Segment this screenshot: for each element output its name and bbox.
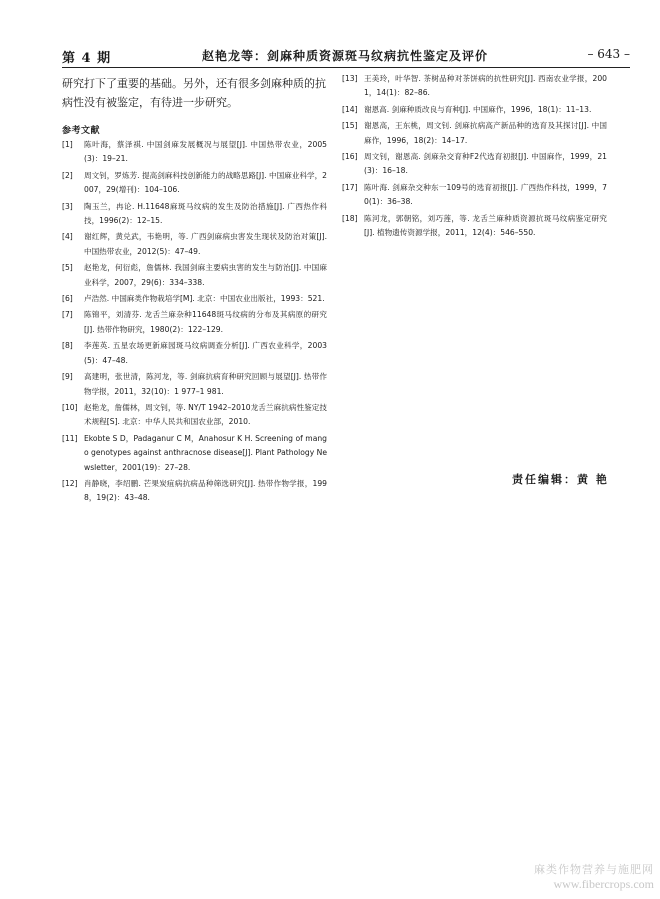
reference-item <box>62 432 327 475</box>
reference-item <box>62 401 327 430</box>
editor-name: 黄 艳 <box>577 473 609 486</box>
reference-number: [11] <box>62 433 78 443</box>
references-heading: 参考文献 <box>62 126 101 136</box>
intro-text: 研究打下了重要的基础。另外，还有很多剑麻种质的抗病性没有被鉴定，有待进一步研究。 <box>62 77 326 109</box>
reference-number: [2] <box>62 170 73 180</box>
reference-number: [13] <box>342 74 358 83</box>
reference-number: [17] <box>342 182 358 192</box>
reference-text: 肖静晓，李绍鹏. 芒果炭疽病抗病品种筛选研究[J]. 热带作物学报，1998，19(2)：43–48. <box>84 478 327 503</box>
reference-item <box>62 200 327 229</box>
reference-number: [18] <box>342 213 358 223</box>
reference-number: [8] <box>62 341 73 351</box>
reference-text: 高建明，张世清，陈河龙，等. 剑麻抗病育种研究回顾与展望[J]. 热带作物学报，2011，32(10)：1 977–1 981. <box>84 372 327 396</box>
reference-text: 李莲英. 五星农场更新麻园斑马纹病调查分析[J]. 广西农业科学，2003(5)：47–48. <box>84 341 327 365</box>
references-column-left <box>62 138 327 508</box>
reference-text: 陈叶海，蔡泽祺. 中国剑麻发展概况与展望[J]. 中国热带农业，2005(3)：19–21. <box>84 140 327 164</box>
reference-text: 谢恩高. 剑麻种质改良与育种[J]. 中国麻作，1996，18(1)：11–13. <box>364 104 592 114</box>
reference-number: [3] <box>62 201 73 211</box>
intro-paragraph <box>62 74 332 112</box>
reference-item <box>62 477 327 506</box>
watermark-site-name: 麻类作物营养与施肥网 <box>534 863 654 876</box>
reference-text: 周文钊，罗炼芳. 提高剑麻科技创新能力的战略思路[J]. 中国麻业科学，2007，29(增刊)：104–106. <box>84 170 327 195</box>
reference-number: [5] <box>62 263 73 273</box>
reference-text: 赵艳龙，何衍彪，詹儒林. 我国剑麻主要病虫害的发生与防治[J]. 中国麻业科学，2007，29(6)：334–338. <box>84 263 327 287</box>
reference-item <box>62 261 327 290</box>
running-title: 赵艳龙等：剑麻种质资源斑马纹病抗性鉴定及评价 <box>202 49 489 63</box>
reference-text: 陈锦平，刘清芬. 龙舌兰麻杂种11648斑马纹病的分布及其病原的研究[J]. 热带作物研究，1980(2)：122–129. <box>84 310 327 334</box>
reference-number: [16] <box>342 152 358 162</box>
reference-item <box>342 150 607 179</box>
header-rule <box>62 67 630 68</box>
reference-item <box>62 138 327 167</box>
reference-number: [1] <box>62 140 73 149</box>
reference-text: 陶玉兰，冉论. H.11648麻斑马纹病的发生及防治措施[J]. 广西热作科技，1996(2)：12–15. <box>84 201 327 226</box>
reference-number: [14] <box>342 104 358 114</box>
reference-item <box>342 103 607 117</box>
reference-number: [6] <box>62 294 73 304</box>
reference-text: Ekobte S D，Padaganur C M，Anahosur K H. Screening of mango genotypes against anthracnose disease[J]. Plant Pathology Newsletter，2001(19)：27–28. <box>84 433 327 472</box>
references-column-right <box>342 72 607 242</box>
reference-item <box>342 181 607 210</box>
reference-text: 赵艳龙，詹儒林，周文钊，等. NY/T 1942–2010龙舌兰麻抗病性鉴定技术规程[S]. 北京：中华人民共和国农业部，2010. <box>84 402 327 427</box>
reference-text: 周文钊，谢恩高. 剑麻杂交育种F2代选育初报[J]. 中国麻作，1999，21(3)：16–18. <box>364 152 607 176</box>
reference-item <box>62 308 327 337</box>
reference-number: [10] <box>62 402 78 412</box>
reference-number: [9] <box>62 372 73 382</box>
reference-item <box>342 212 607 241</box>
site-watermark <box>534 863 654 891</box>
reference-text: 谢红辉，黄兑武，韦艳明，等. 广西剑麻病虫害发生现状及防治对策[J]. 中国热带农业，2012(5)：47–49. <box>84 232 327 256</box>
reference-number: [4] <box>62 232 73 242</box>
reference-text: 卢浩然. 中国麻类作物栽培学[M]. 北京：中国农业出版社，1993：521. <box>84 294 325 304</box>
editor-label: 责任编辑： <box>512 473 577 486</box>
reference-text: 王美玲，叶华智. 茶树品种对茶饼病的抗性研究[J]. 西南农业学报，2001，14(1)：82–86. <box>364 74 607 98</box>
reference-item <box>62 370 327 399</box>
reference-item <box>342 119 607 148</box>
reference-text: 陈河龙，郭朝铭，刘巧莲，等. 龙舌兰麻种质资源抗斑马纹病鉴定研究[J]. 植物遗传资源学报，2011，12(4)：546–550. <box>364 213 607 238</box>
reference-number: [15] <box>342 121 358 131</box>
page-number: – 643 – <box>587 47 630 61</box>
page-header <box>62 47 630 69</box>
reference-item <box>62 292 327 306</box>
issue-number: 第 4 期 <box>62 51 112 66</box>
responsible-editor <box>512 471 609 487</box>
reference-item <box>62 339 327 368</box>
reference-number: [12] <box>62 478 78 488</box>
watermark-url: www.fibercrops.com <box>553 877 654 891</box>
reference-text: 谢恩高，王东桃，周文钊. 剑麻抗病高产新品种的选育及其探讨[J]. 中国麻作，1996，18(2)：14–17. <box>364 121 607 145</box>
reference-item <box>62 230 327 259</box>
reference-text: 陈叶海. 剑麻杂交种东一109号的选育初报[J]. 广西热作科技，1999，70(1)：36–38. <box>364 182 607 207</box>
reference-item <box>342 72 607 101</box>
reference-number: [7] <box>62 310 73 320</box>
reference-item <box>62 169 327 198</box>
